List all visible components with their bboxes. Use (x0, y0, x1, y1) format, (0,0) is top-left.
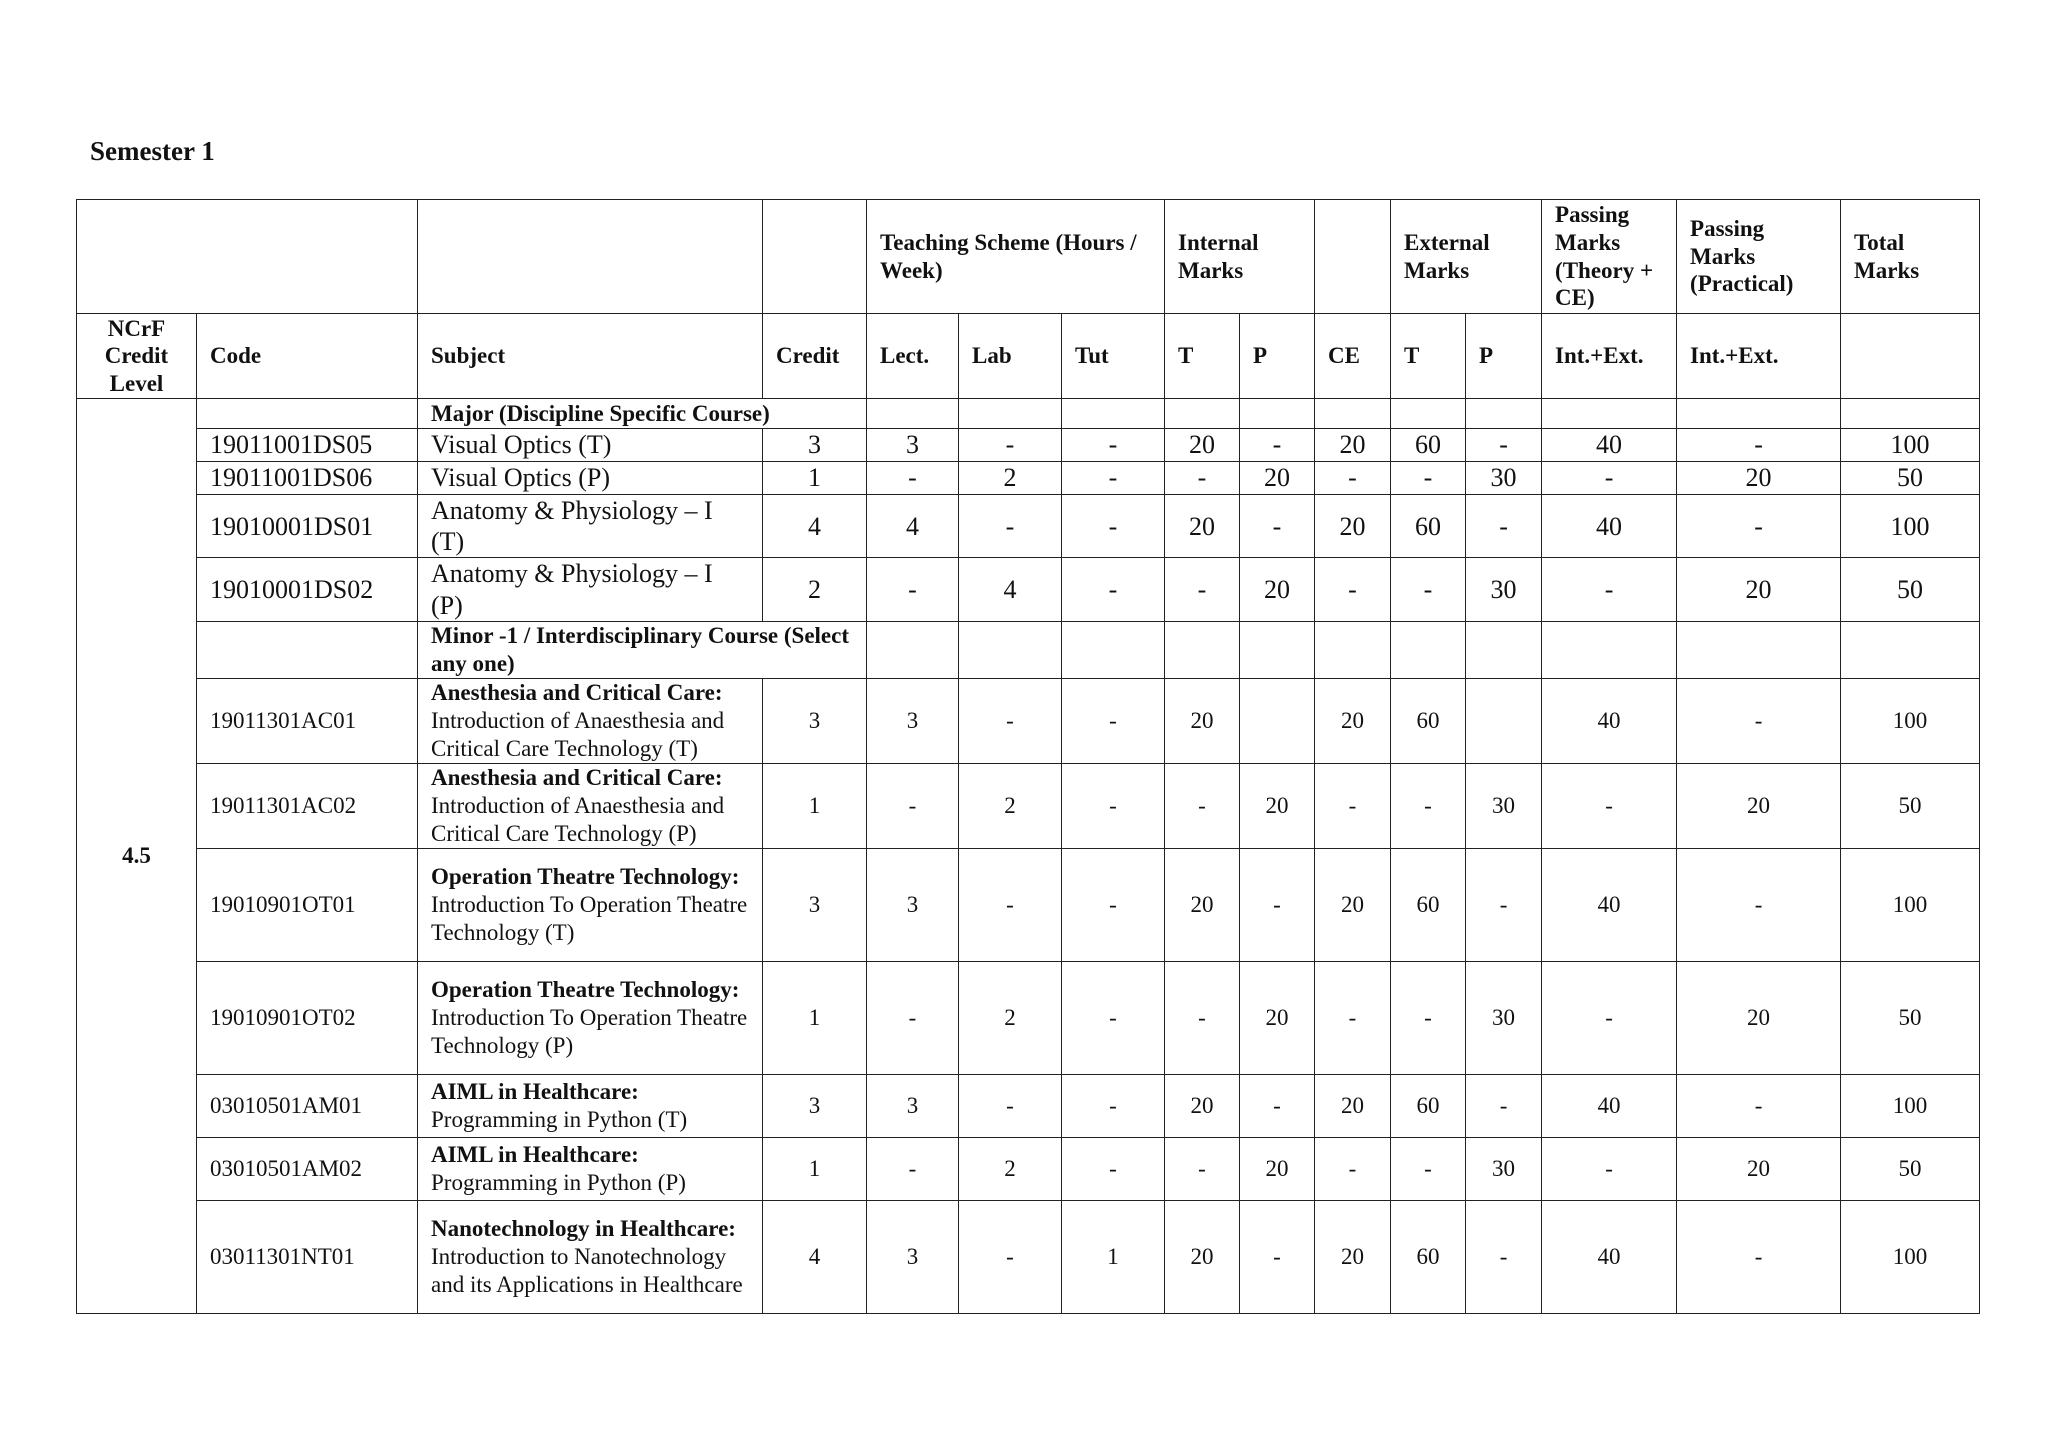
blank-cell (1062, 399, 1165, 429)
tut-value: 1 (1062, 1200, 1165, 1313)
internal-p-value: 20 (1240, 1137, 1315, 1200)
course-title: Introduction of Anaesthesia and Critical Care Technology (T) (431, 707, 725, 761)
ce-value: - (1315, 462, 1391, 495)
internal-t-value: 20 (1165, 848, 1240, 961)
internal-t-value: - (1165, 961, 1240, 1074)
internal-p-value: - (1240, 848, 1315, 961)
external-t-value: 60 (1391, 848, 1466, 961)
external-p-value: - (1466, 495, 1542, 558)
tut-value: - (1062, 961, 1165, 1074)
course-subject (418, 961, 763, 1074)
section-row-minor (77, 621, 1980, 678)
header-subject: Subject (418, 314, 763, 399)
external-p-value: 30 (1466, 558, 1542, 621)
credit-value: 3 (763, 1074, 867, 1137)
internal-t-value: 20 (1165, 1074, 1240, 1137)
blank-cell (197, 399, 418, 429)
external-t-value: - (1391, 1137, 1466, 1200)
course-code: 19010901OT02 (197, 961, 418, 1074)
credit-value: 3 (763, 429, 867, 462)
header-teaching-scheme: Teaching Scheme (Hours / Week) (867, 200, 1165, 314)
internal-p-value: - (1240, 1200, 1315, 1313)
table-row (77, 1074, 1980, 1137)
passing-theory-value: 40 (1542, 678, 1677, 763)
passing-practical-value: - (1677, 1200, 1841, 1313)
total-marks-value: 100 (1841, 1200, 1980, 1313)
internal-t-value: - (1165, 462, 1240, 495)
passing-practical-value: - (1677, 1074, 1841, 1137)
lect-value: 3 (867, 1200, 959, 1313)
passing-theory-value: 40 (1542, 429, 1677, 462)
course-subject: Visual Optics (P) (418, 462, 763, 495)
header-passing-practical: Passing Marks (Practical) (1677, 200, 1841, 314)
lab-value: 2 (959, 961, 1062, 1074)
blank-cell (1542, 621, 1677, 678)
passing-theory-value: - (1542, 961, 1677, 1074)
external-p-value (1466, 678, 1542, 763)
passing-practical-value: 20 (1677, 1137, 1841, 1200)
passing-theory-value: 40 (1542, 1200, 1677, 1313)
header-ncrf-level: NCrF Credit Level (77, 314, 197, 399)
tut-value: - (1062, 495, 1165, 558)
header-ce: CE (1315, 314, 1391, 399)
header-group-row (77, 200, 1980, 314)
lect-value: 3 (867, 429, 959, 462)
header-lect: Lect. (867, 314, 959, 399)
course-subject: Anatomy & Physiology – I (T) (418, 495, 763, 558)
lab-value: - (959, 848, 1062, 961)
course-title: Programming in Python (P) (431, 1169, 686, 1195)
table-row (77, 1137, 1980, 1200)
header-blank-cell (1315, 200, 1391, 314)
course-title: Introduction of Anaesthesia and Critical Care Technology (P) (431, 792, 725, 846)
blank-cell (959, 399, 1062, 429)
passing-theory-value: - (1542, 1137, 1677, 1200)
header-blank-cell (418, 200, 763, 314)
blank-cell (1062, 621, 1165, 678)
header-lab: Lab (959, 314, 1062, 399)
ce-value: - (1315, 558, 1391, 621)
lect-value: - (867, 1137, 959, 1200)
credit-value: 1 (763, 763, 867, 848)
header-external-t: T (1391, 314, 1466, 399)
lab-value: - (959, 1200, 1062, 1313)
blank-cell (1165, 399, 1240, 429)
external-p-value: - (1466, 1074, 1542, 1137)
header-column-row (77, 314, 1980, 399)
teaching-scheme-table (76, 199, 1980, 1314)
external-t-value: 60 (1391, 1074, 1466, 1137)
table-row (77, 678, 1980, 763)
passing-practical-value: - (1677, 495, 1841, 558)
credit-value: 3 (763, 678, 867, 763)
blank-cell (1315, 399, 1391, 429)
course-track: Operation Theatre Technology: (431, 977, 740, 1003)
external-t-value: - (1391, 558, 1466, 621)
header-passing-theory-int-ext: Int.+Ext. (1542, 314, 1677, 399)
ce-value: 20 (1315, 678, 1391, 763)
tut-value: - (1062, 1074, 1165, 1137)
external-t-value: 60 (1391, 1200, 1466, 1313)
passing-practical-value: - (1677, 848, 1841, 961)
course-subject (418, 848, 763, 961)
external-t-value: - (1391, 462, 1466, 495)
internal-p-value: 20 (1240, 462, 1315, 495)
course-code: 19011001DS05 (197, 429, 418, 462)
ce-value: - (1315, 1137, 1391, 1200)
course-code: 19010001DS02 (197, 558, 418, 621)
course-track: Anesthesia and Critical Care: (431, 765, 723, 791)
passing-theory-value: - (1542, 763, 1677, 848)
course-subject (418, 1200, 763, 1313)
passing-theory-value: 40 (1542, 495, 1677, 558)
credit-value: 1 (763, 1137, 867, 1200)
header-internal-p: P (1240, 314, 1315, 399)
section-title-major: Major (Discipline Specific Course) (418, 399, 867, 429)
lect-value: 3 (867, 1074, 959, 1137)
external-p-value: 30 (1466, 961, 1542, 1074)
lab-value: 2 (959, 763, 1062, 848)
course-track: Nanotechnology in Healthcare: (431, 1216, 736, 1242)
lab-value: - (959, 429, 1062, 462)
course-track: AIML in Healthcare: (431, 1079, 639, 1105)
header-tut: Tut (1062, 314, 1165, 399)
external-t-value: - (1391, 763, 1466, 848)
header-blank-cell (1841, 314, 1980, 399)
header-external-marks: External Marks (1391, 200, 1542, 314)
blank-cell (1391, 399, 1466, 429)
total-marks-value: 100 (1841, 495, 1980, 558)
ce-value: - (1315, 763, 1391, 848)
blank-cell (1240, 621, 1315, 678)
course-subject (418, 1074, 763, 1137)
header-internal-marks: Internal Marks (1165, 200, 1315, 314)
total-marks-value: 100 (1841, 1074, 1980, 1137)
table-row (77, 558, 1980, 621)
lect-value: 4 (867, 495, 959, 558)
table-row (77, 462, 1980, 495)
passing-theory-value: 40 (1542, 848, 1677, 961)
tut-value: - (1062, 462, 1165, 495)
credit-value: 4 (763, 1200, 867, 1313)
lab-value: - (959, 678, 1062, 763)
credit-level-cell: 4.5 (77, 399, 197, 1314)
internal-t-value: 20 (1165, 1200, 1240, 1313)
external-p-value: - (1466, 429, 1542, 462)
blank-cell (1240, 399, 1315, 429)
blank-cell (1391, 621, 1466, 678)
blank-cell (959, 621, 1062, 678)
passing-practical-value: 20 (1677, 558, 1841, 621)
blank-cell (1677, 621, 1841, 678)
internal-t-value: - (1165, 1137, 1240, 1200)
course-track: Operation Theatre Technology: (431, 864, 740, 890)
lect-value: - (867, 763, 959, 848)
course-code: 19011001DS06 (197, 462, 418, 495)
header-blank-cell (763, 200, 867, 314)
internal-p-value: - (1240, 429, 1315, 462)
credit-value: 4 (763, 495, 867, 558)
external-p-value: - (1466, 1200, 1542, 1313)
blank-cell (1466, 399, 1542, 429)
course-subject (418, 763, 763, 848)
blank-cell (1841, 399, 1980, 429)
blank-cell (867, 399, 959, 429)
tut-value: - (1062, 763, 1165, 848)
course-subject (418, 678, 763, 763)
course-code: 03010501AM02 (197, 1137, 418, 1200)
tut-value: - (1062, 678, 1165, 763)
credit-value: 3 (763, 848, 867, 961)
blank-cell (1841, 621, 1980, 678)
total-marks-value: 50 (1841, 961, 1980, 1074)
table-row (77, 763, 1980, 848)
table-row (77, 961, 1980, 1074)
tut-value: - (1062, 429, 1165, 462)
total-marks-value: 50 (1841, 462, 1980, 495)
course-code: 19010901OT01 (197, 848, 418, 961)
total-marks-value: 100 (1841, 848, 1980, 961)
course-subject: Anatomy & Physiology – I (P) (418, 558, 763, 621)
course-track: AIML in Healthcare: (431, 1142, 639, 1168)
lab-value: 2 (959, 462, 1062, 495)
passing-practical-value: - (1677, 429, 1841, 462)
internal-t-value: - (1165, 558, 1240, 621)
blank-cell (197, 621, 418, 678)
total-marks-value: 50 (1841, 558, 1980, 621)
lab-value: 4 (959, 558, 1062, 621)
tut-value: - (1062, 848, 1165, 961)
lect-value: 3 (867, 678, 959, 763)
credit-value: 2 (763, 558, 867, 621)
credit-value: 1 (763, 961, 867, 1074)
page-title: Semester 1 (90, 136, 215, 166)
passing-practical-value: 20 (1677, 763, 1841, 848)
header-total-marks: Total Marks (1841, 200, 1980, 314)
ce-value: 20 (1315, 1074, 1391, 1137)
internal-p-value: - (1240, 495, 1315, 558)
course-title: Introduction To Operation Theatre Technology (T) (431, 891, 748, 945)
course-code: 03011301NT01 (197, 1200, 418, 1313)
course-title: Introduction To Operation Theatre Technology (P) (431, 1004, 748, 1058)
total-marks-value: 50 (1841, 1137, 1980, 1200)
internal-p-value: 20 (1240, 961, 1315, 1074)
lab-value: 2 (959, 1137, 1062, 1200)
header-blank-cell (77, 200, 418, 314)
passing-practical-value: 20 (1677, 961, 1841, 1074)
passing-practical-value: 20 (1677, 462, 1841, 495)
lect-value: - (867, 961, 959, 1074)
internal-p-value (1240, 678, 1315, 763)
blank-cell (867, 621, 959, 678)
header-internal-t: T (1165, 314, 1240, 399)
course-track: Anesthesia and Critical Care: (431, 680, 723, 706)
total-marks-value: 100 (1841, 678, 1980, 763)
lab-value: - (959, 495, 1062, 558)
header-external-p: P (1466, 314, 1542, 399)
table-row (77, 1200, 1980, 1313)
external-t-value: 60 (1391, 678, 1466, 763)
credit-value: 1 (763, 462, 867, 495)
section-row-major (77, 399, 1980, 429)
lect-value: - (867, 462, 959, 495)
ce-value: 20 (1315, 1200, 1391, 1313)
ce-value: 20 (1315, 848, 1391, 961)
blank-cell (1542, 399, 1677, 429)
total-marks-value: 100 (1841, 429, 1980, 462)
course-code: 19011301AC02 (197, 763, 418, 848)
internal-t-value: 20 (1165, 429, 1240, 462)
course-title: Introduction to Nanotechnology and its Applications in Healthcare (431, 1243, 743, 1297)
external-p-value: 30 (1466, 1137, 1542, 1200)
lab-value: - (959, 1074, 1062, 1137)
internal-p-value: 20 (1240, 763, 1315, 848)
external-p-value: - (1466, 848, 1542, 961)
internal-t-value: 20 (1165, 678, 1240, 763)
passing-theory-value: - (1542, 462, 1677, 495)
ce-value: 20 (1315, 429, 1391, 462)
external-t-value: - (1391, 961, 1466, 1074)
table-row (77, 848, 1980, 961)
blank-cell (1677, 399, 1841, 429)
internal-p-value: 20 (1240, 558, 1315, 621)
lect-value: 3 (867, 848, 959, 961)
blank-cell (1165, 621, 1240, 678)
course-code: 03010501AM01 (197, 1074, 418, 1137)
external-p-value: 30 (1466, 462, 1542, 495)
table-row (77, 429, 1980, 462)
course-code: 19010001DS01 (197, 495, 418, 558)
course-title: Programming in Python (T) (431, 1106, 688, 1132)
blank-cell (1315, 621, 1391, 678)
header-code: Code (197, 314, 418, 399)
table-row (77, 495, 1980, 558)
header-credit: Credit (763, 314, 867, 399)
tut-value: - (1062, 558, 1165, 621)
section-title-minor: Minor -1 / Interdisciplinary Course (Select any one) (418, 621, 867, 678)
tut-value: - (1062, 1137, 1165, 1200)
ce-value: 20 (1315, 495, 1391, 558)
course-code: 19011301AC01 (197, 678, 418, 763)
passing-theory-value: - (1542, 558, 1677, 621)
internal-t-value: 20 (1165, 495, 1240, 558)
lect-value: - (867, 558, 959, 621)
passing-theory-value: 40 (1542, 1074, 1677, 1137)
course-subject (418, 1137, 763, 1200)
external-t-value: 60 (1391, 429, 1466, 462)
internal-t-value: - (1165, 763, 1240, 848)
internal-p-value: - (1240, 1074, 1315, 1137)
external-t-value: 60 (1391, 495, 1466, 558)
passing-practical-value: - (1677, 678, 1841, 763)
blank-cell (1466, 621, 1542, 678)
total-marks-value: 50 (1841, 763, 1980, 848)
ce-value: - (1315, 961, 1391, 1074)
header-passing-practical-int-ext: Int.+Ext. (1677, 314, 1841, 399)
external-p-value: 30 (1466, 763, 1542, 848)
course-subject: Visual Optics (T) (418, 429, 763, 462)
header-passing-theory: Passing Marks (Theory + CE) (1542, 200, 1677, 314)
